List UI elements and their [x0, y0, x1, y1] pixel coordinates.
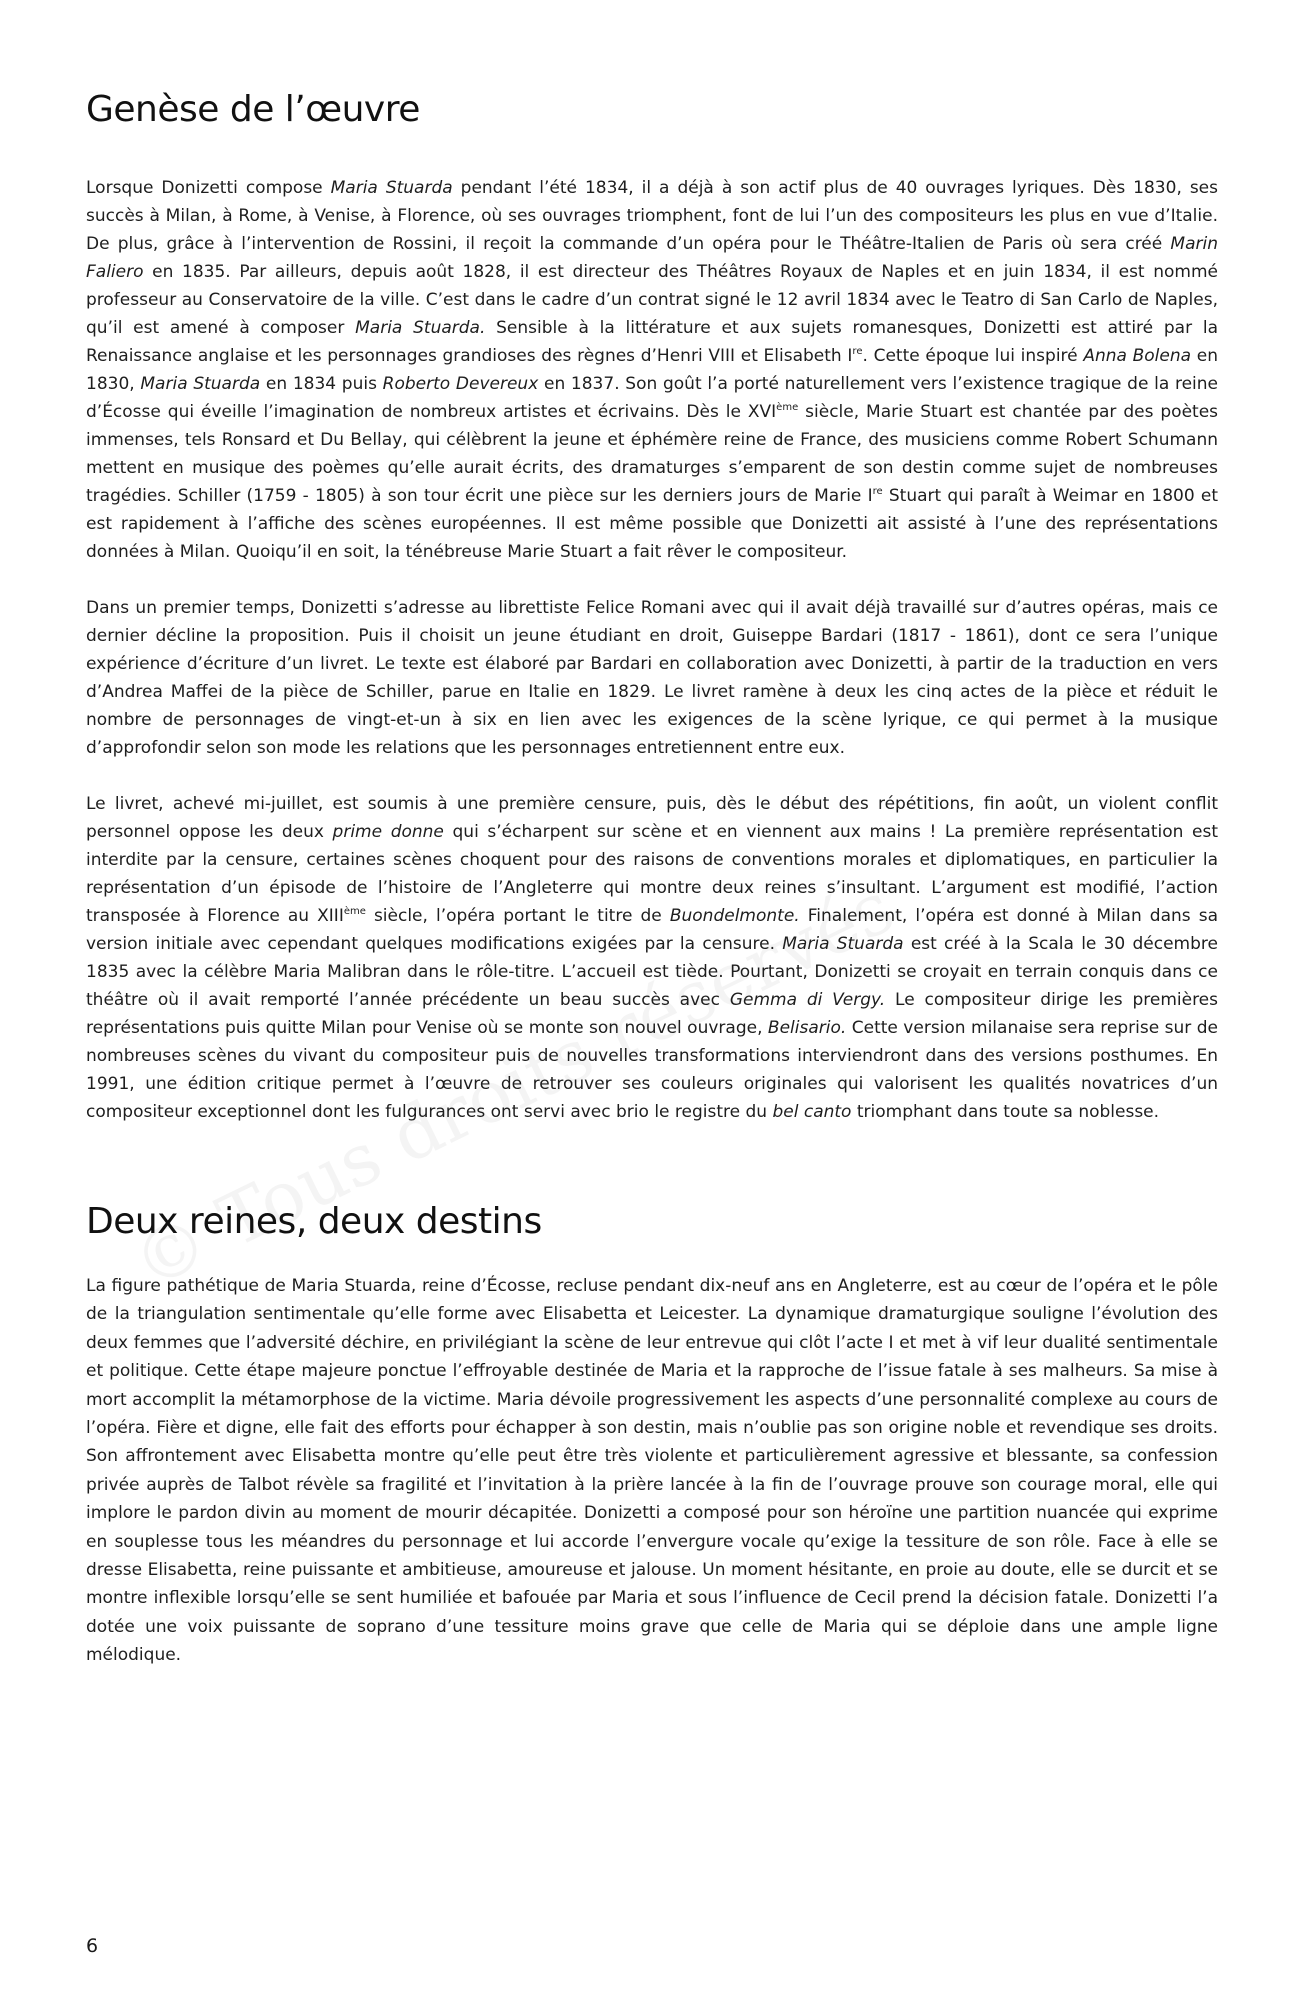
page-content [86, 88, 1218, 1670]
text-run: en 1830, [86, 346, 1218, 394]
italic-run: Marin Faliero [86, 234, 1218, 282]
italic-run: Gemma di Vergy. [729, 990, 886, 1010]
text-run: en 1837. Son goût l’a porté naturellement vers l’existence tragique de la reine d’Écosse qui éveille l’imagination de nombreux artistes et écrivains. Dès le XVI [86, 374, 1218, 422]
text-run: . Cette époque lui inspiré [862, 346, 1084, 366]
text-run: Sensible à la littérature et aux sujets romanesques, Donizetti est attiré par la Renaissance anglaise et les personnages grandioses des règnes d’Henri VIII et Elisabeth I [86, 318, 1218, 366]
text-run: est créé à la Scala le 30 décembre 1835 avec la célèbre Maria Malibran dans le rôle-titre. L’accueil est tiède. Pourtant, Donizetti se croyait en terrain conquis dans ce théâtre où il avait remporté l’année précédente un beau succès avec [86, 934, 1218, 1010]
italic-run: prime donne [332, 822, 444, 842]
superscript-run: ème [343, 906, 366, 917]
section-title-deux-reines: Deux reines, deux destins [86, 1201, 542, 1242]
text-run: siècle, Marie Stuart est chantée par des poètes immenses, tels Ronsard et Du Bellay, qui célèbrent la jeune et éphémère reine de France, des musiciens comme Robert Schumann mettent en musique des poèmes qu’elle aurait écrits, des dramaturges s’emparent de son destin comme sujet de nombreuses tragédies. Schiller (1759 - 1805) à son tour écrit une pièce sur les derniers jours de Marie I [86, 402, 1219, 506]
paragraph [86, 594, 1218, 762]
text-run: La figure pathétique de Maria Stuarda, reine d’Écosse, recluse pendant dix-neuf ans en Angleterre, est au cœur de l’opéra et le pôle de la triangulation sentimentale qu’elle forme avec Elisabetta et Leicester. La dynamique dramaturgique souligne l’évolution des deux femmes que l’adversité déchire, en privilégiant la scène de leur entrevue qui clôt l’acte I et met à vif leur dualité sentimentale et politique. Cette étape majeure ponctue l’effroyable destinée de Maria et la rapproche de l’issue fatale à ses malheurs. Sa mise à mort accomplit la métamorphose de la victime. Maria dévoile progressivement les aspects d’une personnalité complexe au cours de l’opéra. Fière et digne, elle fait des efforts pour échapper à son destin, mais n’oublie pas son origine noble et revendique ses droits. Son affrontement avec Elisabetta montre qu’elle peut être très violente et particulièrement agressive et blessante, sa confession privée auprès de Talbot révèle sa fragilité et l’invitation à la prière lancée à la fin de l’ouvrage prouve son courage moral, elle qui implore le pardon divin au moment de mourir décapitée. Donizetti a composé pour son héroïne une partition nuancée qui exprime en souplesse tous les méandres du personnage et lui accorde l’envergure vocale qu’exige la tessiture de son rôle. Face à elle se dresse Elisabetta, reine puissante et ambitieuse, amoureuse et jalouse. Un moment hésitante, en proie au doute, elle se durcit et se montre inflexible lorsqu’elle se sent humiliée et bafouée par Maria et sous l’influence de Cecil prend la décision fatale. Donizetti l’a dotée une voix puissante de soprano d’une tessiture moins grave que celle de Maria qui se déploie dans une ample ligne mélodique. [86, 1276, 1218, 1666]
text-run: qui s’écharpent sur scène et en viennent aux mains ! La première représentation est interdite par la censure, certaines scènes choquent pour des raisons de conventions morales et diplomatiques, en particulier la représentation d’un épisode de l’histoire de l’Angleterre qui montre deux reines s’insultant. L’argument est modifié, l’action transposée à Florence au XIII [86, 822, 1218, 926]
italic-run: Maria Stuarda. [355, 318, 486, 338]
italic-run: Maria Stuarda [140, 374, 261, 394]
section-deux-reines-body [86, 1272, 1218, 1670]
section-genese-body [86, 174, 1218, 1126]
text-run: en 1835. Par ailleurs, depuis août 1828, il est directeur des Théâtres Royaux de Naples et en juin 1834, il est nommé professeur au Conservatoire de la ville. C’est dans le cadre d’un contrat signé le 12 avril 1834 avec le Teatro di San Carlo de Naples, qu’il est amené à composer [86, 262, 1218, 338]
text-run: Finalement, l’opéra est donné à Milan dans sa version initiale avec cependant quelques modifications exigées par la censure. [86, 906, 1218, 954]
italic-run: Belisario. [767, 1018, 847, 1038]
text-run: Cette version milanaise sera reprise sur de nombreuses scènes du vivant du compositeur puis de nouvelles transformations interviendront dans des versions posthumes. En 1991, une édition critique permet à l’œuvre de retrouver ses couleurs originales qui valorisent les qualités novatrices d’un compositeur exceptionnel dont les fulgurances ont servi avec brio le registre du [86, 1018, 1218, 1122]
superscript-run: ème [776, 402, 799, 413]
paragraph [86, 1272, 1218, 1670]
text-run: en 1834 puis [260, 374, 383, 394]
text-run: Le livret, achevé mi-juillet, est soumis à une première censure, puis, dès le début des répétitions, fin août, un violent conflit personnel oppose les deux [86, 794, 1218, 842]
section-title-genese: Genèse de l’œuvre [86, 89, 420, 130]
superscript-run: re [852, 346, 863, 357]
paragraph [86, 174, 1218, 566]
text-run: Dans un premier temps, Donizetti s’adresse au librettiste Felice Romani avec qui il avait déjà travaillé sur d’autres opéras, mais ce dernier décline la proposition. Puis il choisit un jeune étudiant en droit, Guiseppe Bardari (1817 - 1861), dont ce sera l’unique expérience d’écriture d’un livret. Le texte est élaboré par Bardari en collaboration avec Donizetti, à partir de la traduction en vers d’Andrea Maffei de la pièce de Schiller, parue en Italie en 1829. Le livret ramène à deux les cinq actes de la pièce et réduit le nombre de personnages de vingt-et-un à six en lien avec les exigences de la scène lyrique, ce qui permet à la musique d’approfondir selon son mode les relations que les personnages entretiennent entre eux. [86, 598, 1218, 758]
paragraph [86, 790, 1218, 1126]
text-run: Le compositeur dirige les premières représentations puis quitte Milan pour Venise où se monte son nouvel ouvrage, [86, 990, 1219, 1038]
text-run: pendant l’été 1834, il a déjà à son actif plus de 40 ouvrages lyriques. Dès 1830, ses succès à Milan, à Rome, à Venise, à Florence, où ses ouvrages triomphent, font de lui l’un des compositeurs les plus en vue d’Italie. De plus, grâce à l’intervention de Rossini, il reçoit la commande d’un opéra pour le Théâtre-Italien de Paris où sera créé [86, 178, 1218, 254]
page-number: 6 [86, 1935, 99, 1957]
text-run: Lorsque Donizetti compose [86, 178, 331, 198]
italic-run: Buondelmonte. [669, 906, 800, 926]
superscript-run: re [872, 486, 883, 497]
text-run: Stuart qui paraît à Weimar en 1800 et est rapidement à l’affiche des scènes européennes. Il est même possible que Donizetti ait assisté à l’une des représentations données à Milan. Quoiqu’il en soit, la ténébreuse Marie Stuart a fait rêver le compositeur. [86, 486, 1219, 562]
italic-run: Roberto Devereux [382, 374, 539, 394]
text-run: siècle, l’opéra portant le titre de [365, 906, 670, 926]
italic-run: Maria Stuarda [782, 934, 904, 954]
italic-run: Anna Bolena [1083, 346, 1192, 366]
italic-run: bel canto [772, 1102, 852, 1122]
text-run: triomphant dans toute sa noblesse. [851, 1102, 1160, 1122]
italic-run: Maria Stuarda [330, 178, 453, 198]
